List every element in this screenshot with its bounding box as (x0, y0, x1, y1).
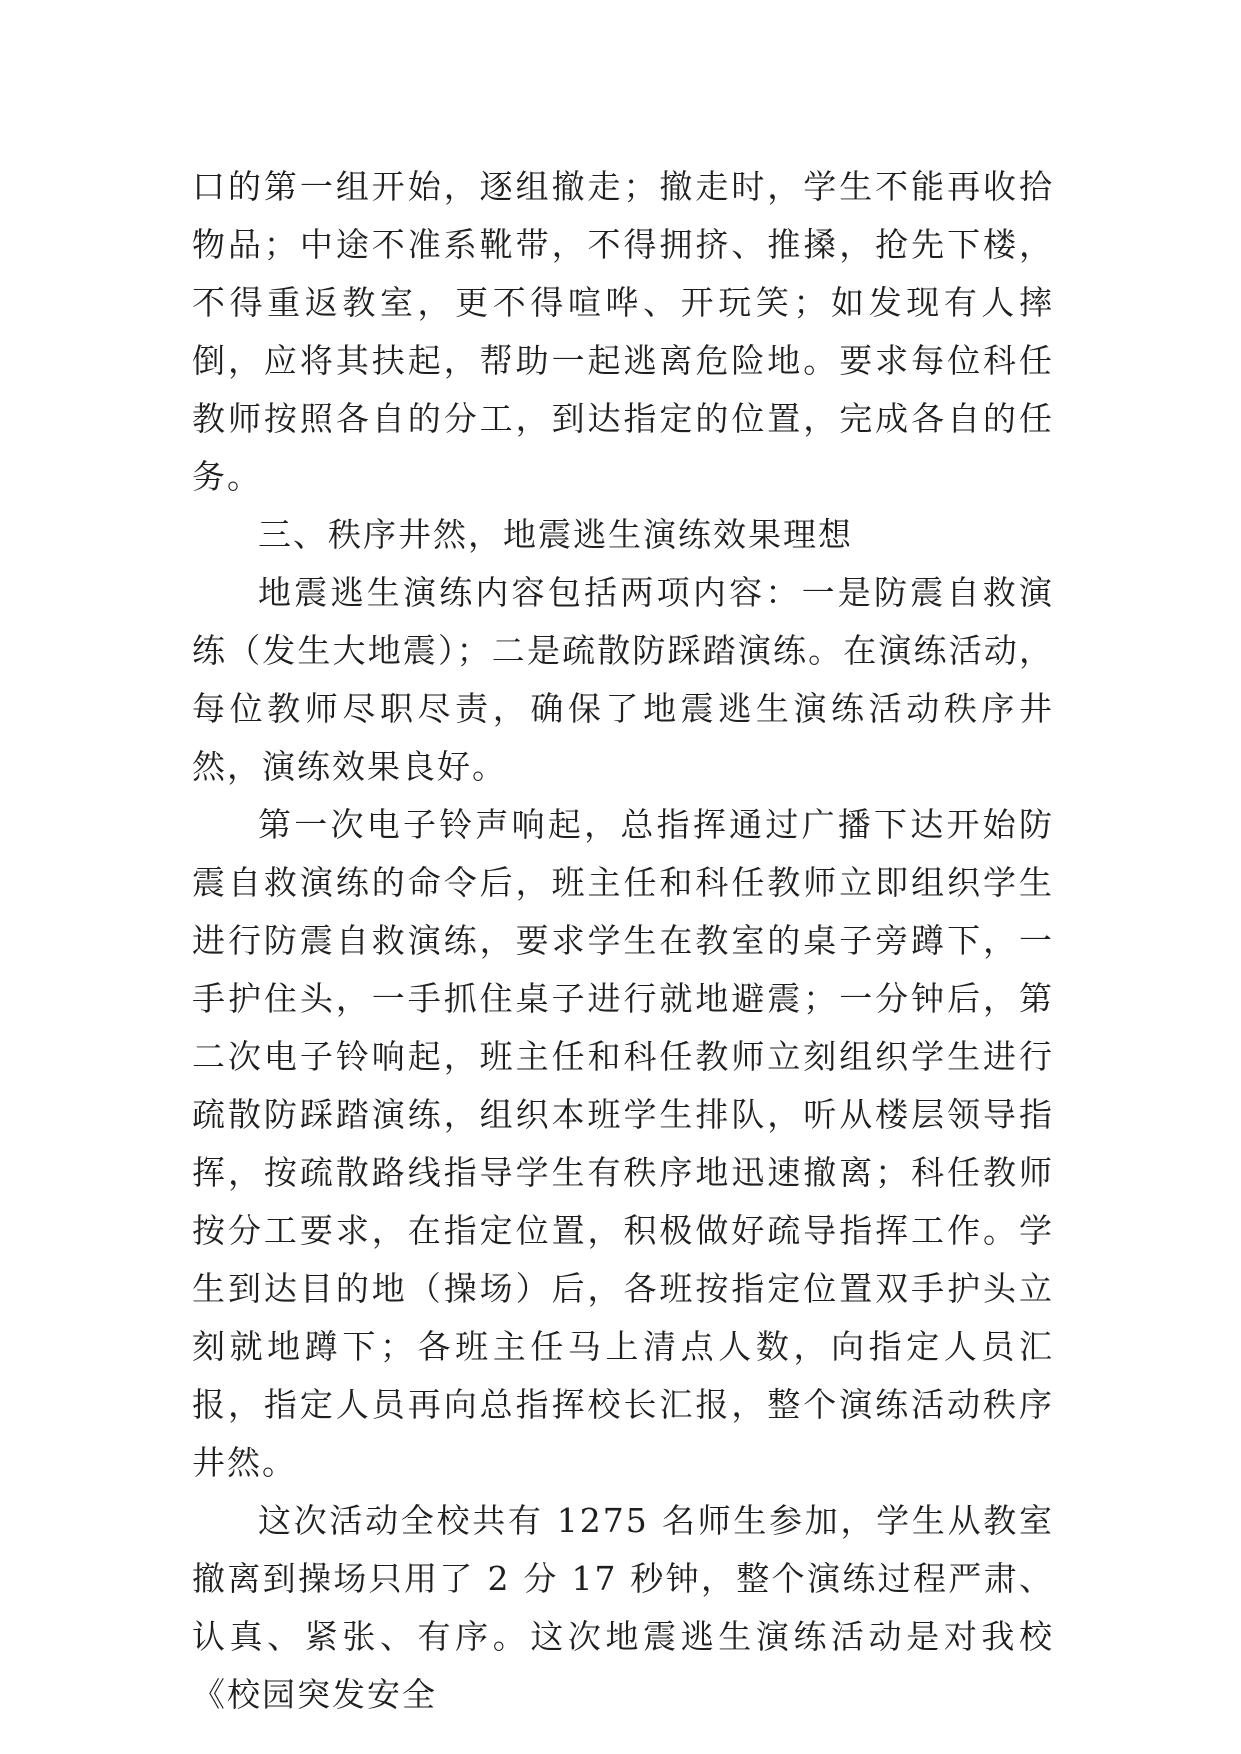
section-heading-3: 三、秩序井然，地震逃生演练效果理想 (258, 515, 853, 554)
paragraph-evacuation-rules: 口的第一组开始，逐组撤走；撤走时，学生不能再收拾物品；中途不准系靴带，不得拥挤、推搡，抢先下楼，不得重返教室，更不得喧哗、开玩笑；如发现有人摔倒，应将其扶起，帮助一起逃离危险地。要求每位科任教师按照各自的分工，到达指定的位置，完成各自的任务。 (192, 167, 1054, 496)
document-body (192, 158, 1054, 1724)
paragraph-drill-process: 第一次电子铃声响起，总指挥通过广播下达开始防震自救演练的命令后，班主任和科任教师立即组织学生进行防震自救演练，要求学生在教室的桌子旁蹲下，一手护住头，一手抓住桌子进行就地避震；一分钟后，第二次电子铃响起，班主任和科任教师立刻组织学生进行疏散防踩踏演练，组织本班学生排队，听从楼层领导指挥，按疏散路线指导学生有秩序地迅速撤离；科任教师按分工要求，在指定位置，积极做好疏导指挥工作。学生到达目的地（操场）后，各班按指定位置双手护头立刻就地蹲下；各班主任马上清点人数，向指定人员汇报，指定人员再向总指挥校长汇报，整个演练活动秩序井然。 (192, 805, 1054, 1482)
paragraph-drill-contents: 地震逃生演练内容包括两项内容：一是防震自救演练（发生大地震）；二是疏散防踩踏演练。在演练活动，每位教师尽职尽责，确保了地震逃生演练活动秩序井然，演练效果良好。 (192, 573, 1054, 786)
paragraph-drill-summary: 这次活动全校共有 1275 名师生参加，学生从教室撤离到操场只用了 2 分 17 秒钟，整个演练过程严肃、认真、紧张、有序。这次地震逃生演练活动是对我校《校园突发安全 (192, 1501, 1054, 1714)
